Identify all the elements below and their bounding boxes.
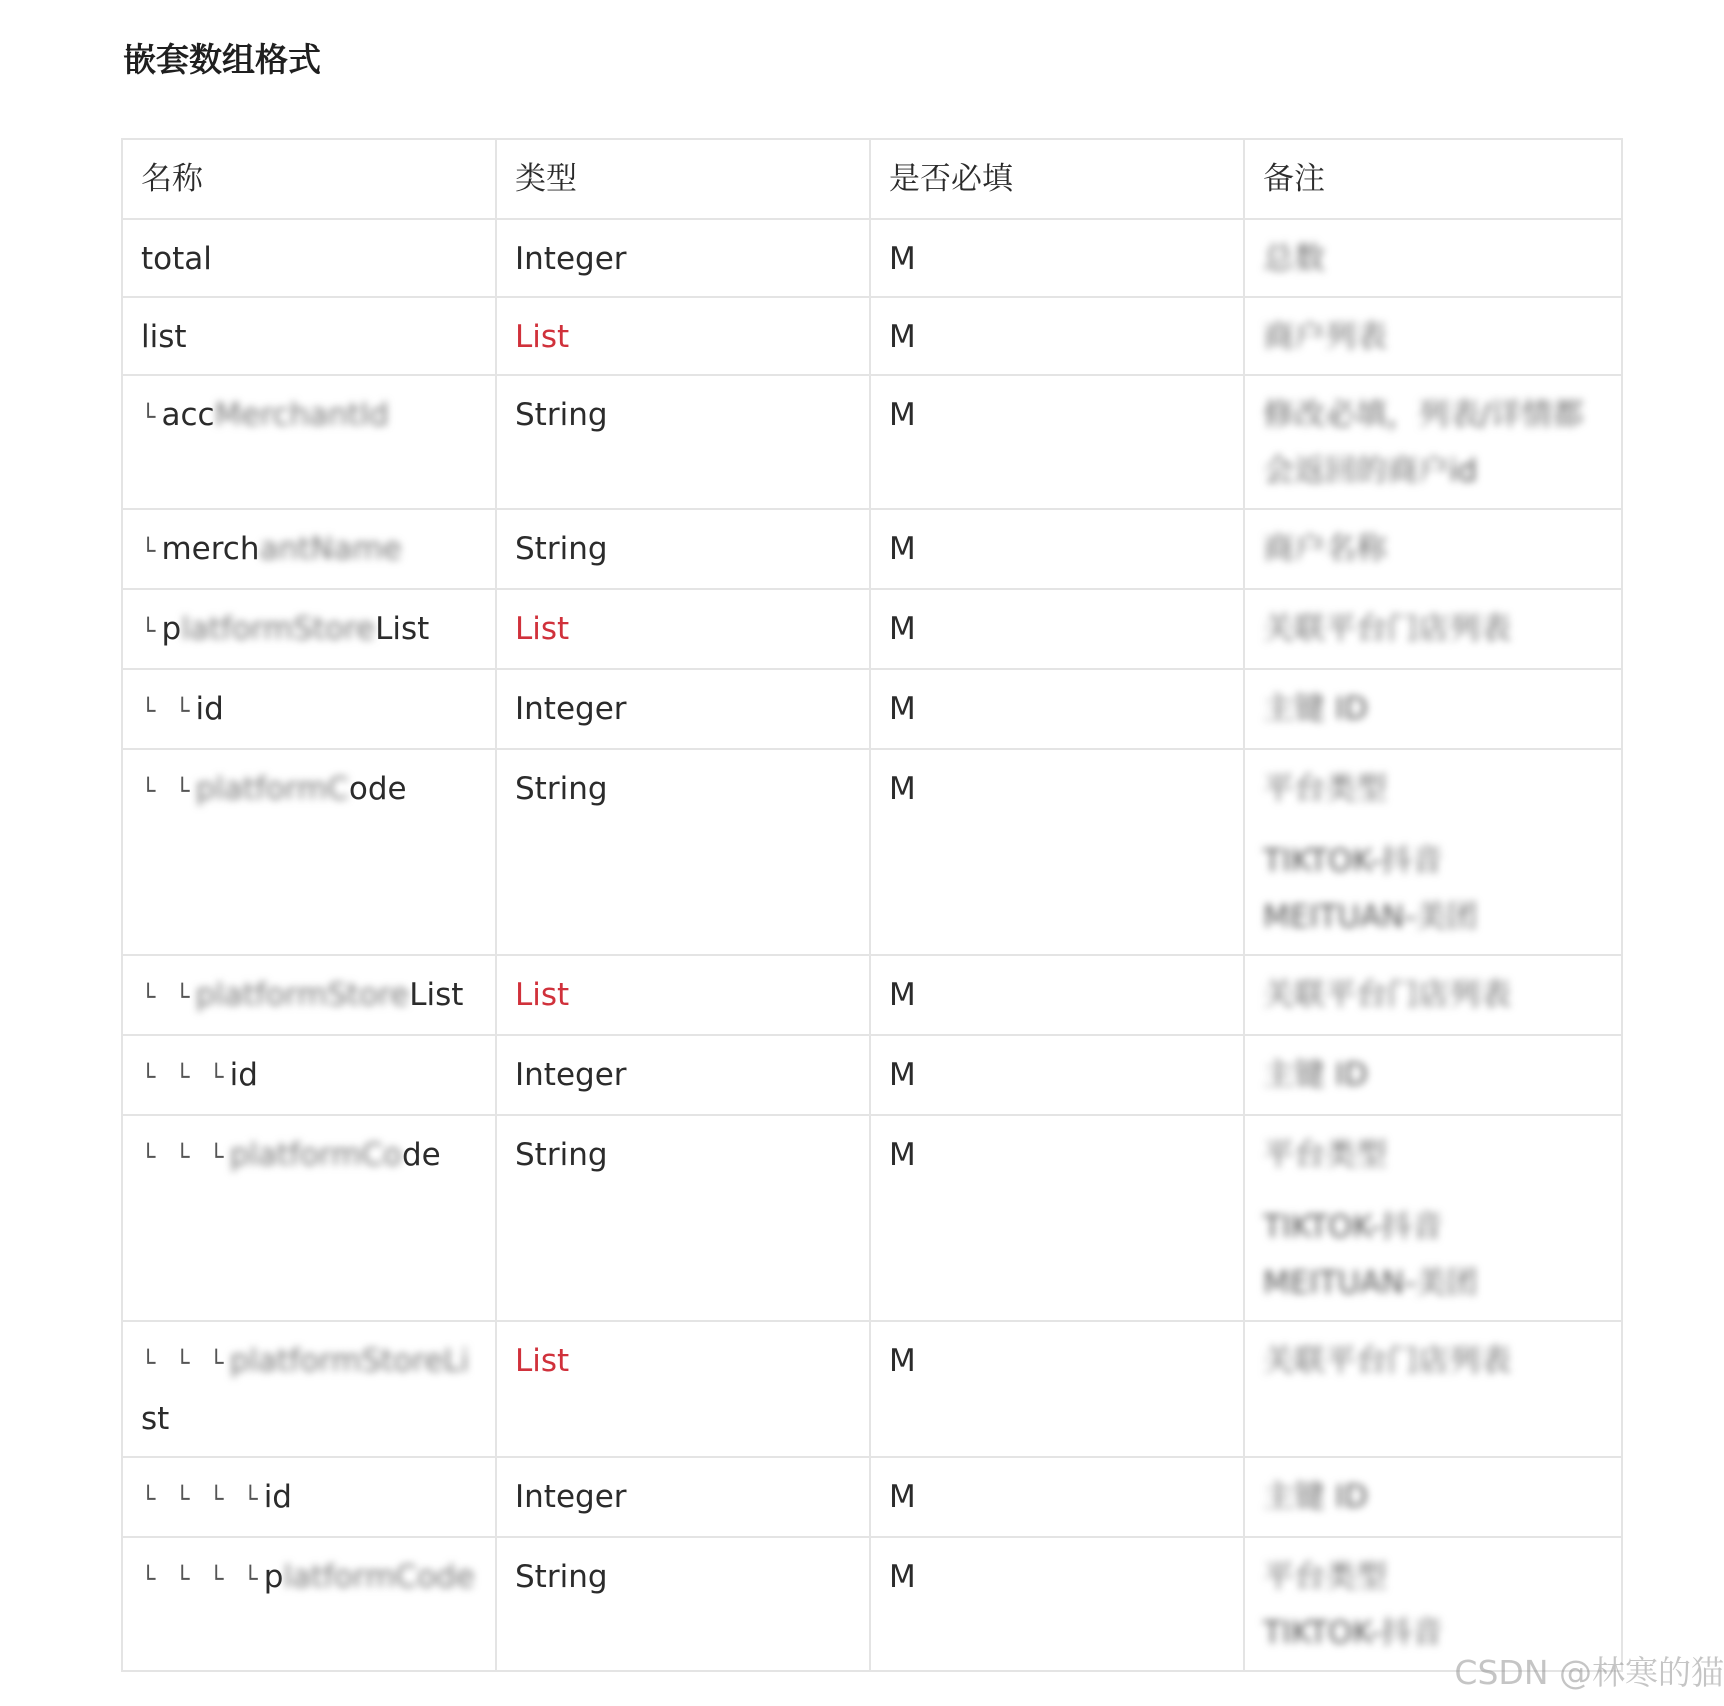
field-name-tail: List xyxy=(375,611,430,647)
tree-connector: └ └ └ └ xyxy=(141,1485,264,1513)
tree-connector: └ └ xyxy=(141,697,196,725)
cell-required: M xyxy=(870,1115,1244,1321)
tree-connector: └ └ xyxy=(141,777,196,805)
field-name-obscured: MerchantId xyxy=(214,397,389,433)
param-table xyxy=(121,138,1623,1672)
cell-name xyxy=(122,1457,496,1537)
cell-name xyxy=(122,509,496,589)
cell-required: M xyxy=(870,1035,1244,1115)
table-row xyxy=(122,297,1622,375)
tree-connector: └ xyxy=(141,537,162,565)
cell-name xyxy=(122,1537,496,1671)
tree-connector: └ └ └ └ xyxy=(141,1565,264,1593)
cell-remark xyxy=(1244,1035,1622,1115)
remark-line: MEITUAN-美团 xyxy=(1263,899,1478,935)
cell-remark xyxy=(1244,297,1622,375)
cell-remark xyxy=(1244,219,1622,297)
field-name: p xyxy=(263,1559,284,1595)
cell-remark xyxy=(1244,955,1622,1035)
remark-line: 主键 ID xyxy=(1263,1479,1368,1515)
field-name-tail: de xyxy=(401,1137,441,1173)
cell-name xyxy=(122,1115,496,1321)
cell-remark xyxy=(1244,1115,1622,1321)
table-row xyxy=(122,509,1622,589)
field-name: id xyxy=(263,1479,292,1515)
cell-remark xyxy=(1244,1321,1622,1457)
cell-name xyxy=(122,749,496,955)
tree-connector: └ └ └ xyxy=(141,1349,230,1377)
cell-remark xyxy=(1244,509,1622,589)
header-type: 类型 xyxy=(496,139,870,219)
cell-remark xyxy=(1244,749,1622,955)
field-name: id xyxy=(229,1057,258,1093)
field-name-obscured: platformC xyxy=(195,771,349,807)
cell-type: String xyxy=(496,1115,870,1321)
table-row xyxy=(122,375,1622,509)
cell-required: M xyxy=(870,375,1244,509)
cell-required: M xyxy=(870,749,1244,955)
remark-line: 关联平台门店列表 xyxy=(1263,611,1511,647)
remark-line: 商户名称 xyxy=(1263,531,1387,567)
tree-connector: └ └ xyxy=(141,983,196,1011)
cell-required: M xyxy=(870,1321,1244,1457)
remark-line: 商户列表 xyxy=(1263,319,1387,355)
field-name-obscured: platformCo xyxy=(229,1137,402,1173)
field-name-obscured: latformCode xyxy=(283,1559,475,1595)
tree-connector: └ xyxy=(141,403,162,431)
remark-line: 平台类型 xyxy=(1263,771,1387,807)
cell-required: M xyxy=(870,1537,1244,1671)
table-row xyxy=(122,1115,1622,1321)
cell-required: M xyxy=(870,509,1244,589)
cell-type: String xyxy=(496,509,870,589)
cell-required: M xyxy=(870,589,1244,669)
cell-required: M xyxy=(870,669,1244,749)
cell-type: Integer xyxy=(496,1035,870,1115)
section-title: 嵌套数组格式 xyxy=(123,40,321,79)
remark-line: 主键 ID xyxy=(1263,1057,1368,1093)
cell-type: String xyxy=(496,375,870,509)
remark-line: 会返回的商户id xyxy=(1263,453,1478,489)
table-row xyxy=(122,219,1622,297)
table-row xyxy=(122,955,1622,1035)
cell-remark xyxy=(1244,589,1622,669)
cell-required: M xyxy=(870,219,1244,297)
param-table-wrapper xyxy=(121,138,1621,1672)
cell-remark xyxy=(1244,375,1622,509)
field-name: merch xyxy=(161,531,260,567)
header-remark: 备注 xyxy=(1244,139,1622,219)
remark-line: 平台类型 xyxy=(1263,1137,1387,1173)
table-row xyxy=(122,1035,1622,1115)
cell-type: String xyxy=(496,1537,870,1671)
cell-type: Integer xyxy=(496,219,870,297)
field-name-tail: ode xyxy=(348,771,407,807)
field-name: total xyxy=(141,241,212,277)
cell-required: M xyxy=(870,1457,1244,1537)
cell-name xyxy=(122,669,496,749)
cell-required: M xyxy=(870,297,1244,375)
table-header-row xyxy=(122,139,1622,219)
table-row xyxy=(122,669,1622,749)
remark-line: MEITUAN-美团 xyxy=(1263,1265,1478,1301)
watermark: CSDN @林寒的猫 xyxy=(1454,1653,1724,1692)
field-name-tail: List xyxy=(409,977,464,1013)
cell-name xyxy=(122,1035,496,1115)
cell-name xyxy=(122,1321,496,1457)
table-body xyxy=(122,219,1622,1671)
remark-line: 修改必填，列表/详情都 xyxy=(1263,397,1584,433)
tree-connector: └ └ └ xyxy=(141,1063,230,1091)
remark-line: 关联平台门店列表 xyxy=(1263,977,1511,1013)
field-name-obscured: platformStore xyxy=(195,977,410,1013)
field-name-obscured: latformStore xyxy=(181,611,376,647)
cell-type: List xyxy=(496,955,870,1035)
table-row xyxy=(122,589,1622,669)
cell-remark xyxy=(1244,669,1622,749)
cell-remark xyxy=(1244,1457,1622,1537)
cell-type: String xyxy=(496,749,870,955)
cell-name xyxy=(122,375,496,509)
tree-connector: └ └ └ xyxy=(141,1143,230,1171)
table-row xyxy=(122,1457,1622,1537)
table-row xyxy=(122,1321,1622,1457)
field-name: id xyxy=(195,691,224,727)
field-name-obscured: platformStoreLi xyxy=(229,1343,470,1379)
cell-type: Integer xyxy=(496,1457,870,1537)
field-name: acc xyxy=(161,397,215,433)
header-name: 名称 xyxy=(122,139,496,219)
tree-connector: └ xyxy=(141,617,162,645)
remark-line: TIKTOK-抖音 xyxy=(1263,843,1443,879)
header-required: 是否必填 xyxy=(870,139,1244,219)
remark-line: 平台类型 xyxy=(1263,1559,1387,1595)
table-row xyxy=(122,749,1622,955)
field-name: list xyxy=(141,319,187,355)
field-name-tail: st xyxy=(141,1401,170,1437)
remark-line: 总数 xyxy=(1263,241,1325,277)
remark-line: 关联平台门店列表 xyxy=(1263,1343,1511,1379)
table-row xyxy=(122,1537,1622,1671)
cell-name xyxy=(122,219,496,297)
field-name: p xyxy=(161,611,182,647)
remark-line: 主键 ID xyxy=(1263,691,1368,727)
remark-line: TIKTOK-抖音 xyxy=(1263,1615,1443,1651)
cell-name xyxy=(122,955,496,1035)
cell-type: List xyxy=(496,297,870,375)
field-name-obscured: antName xyxy=(259,531,402,567)
cell-type: List xyxy=(496,1321,870,1457)
cell-name xyxy=(122,297,496,375)
cell-type: Integer xyxy=(496,669,870,749)
cell-required: M xyxy=(870,955,1244,1035)
cell-name xyxy=(122,589,496,669)
remark-line: TIKTOK-抖音 xyxy=(1263,1209,1443,1245)
cell-type: List xyxy=(496,589,870,669)
